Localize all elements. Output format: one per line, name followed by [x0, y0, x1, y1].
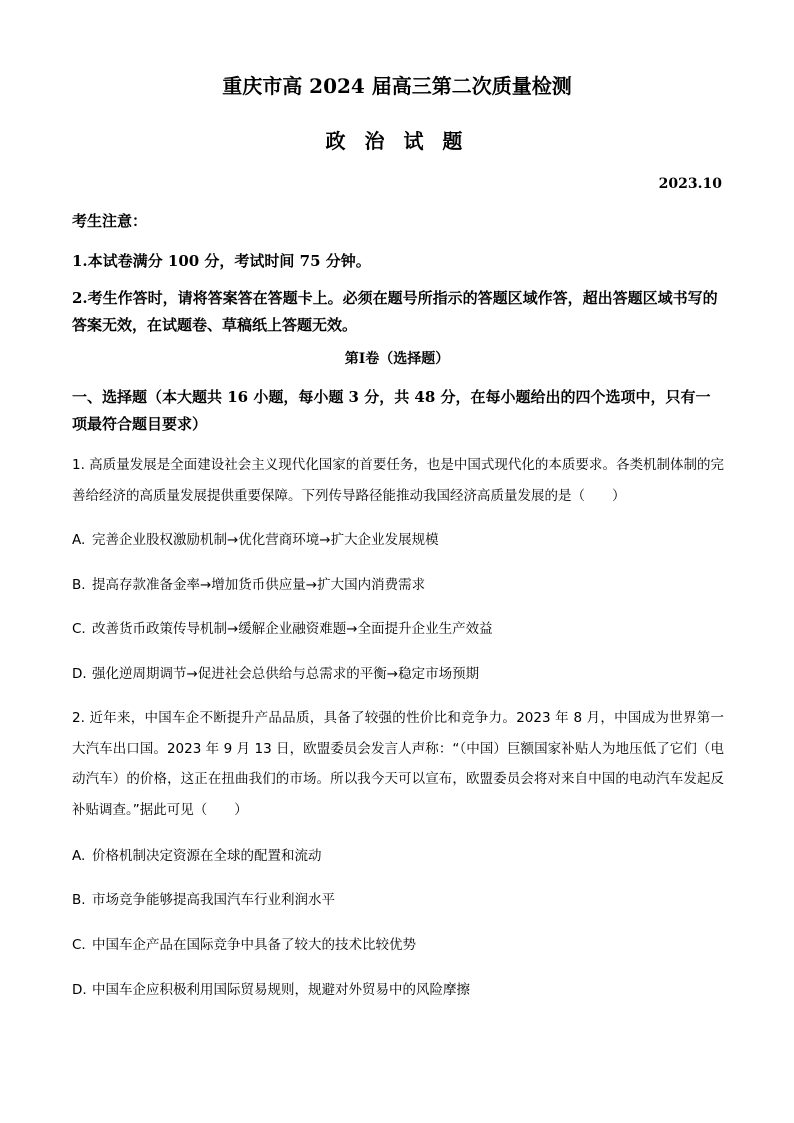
option-letter: A.: [72, 848, 86, 864]
option-letter: B.: [72, 892, 86, 908]
option-text: 提高存款准备金率→增加货币供应量→扩大国内消费需求: [92, 577, 426, 593]
option-letter: B.: [72, 577, 86, 593]
option-text: 改善货币政策传导机制→缓解企业融资难题→全面提升企业生产效益: [92, 621, 493, 637]
question-2-option-c: [72, 935, 724, 955]
subject-title: 政 治 试 题: [325, 129, 469, 153]
question-1-option-c: [72, 619, 724, 639]
option-text: 中国车企产品在国际竞争中具备了较大的技术比较优势: [92, 937, 416, 953]
question-2-option-d: [72, 980, 724, 1000]
option-letter: D.: [72, 666, 87, 682]
exam-title: 重庆市高 2024 届高三第二次质量检测: [222, 74, 572, 98]
section-title: 第Ⅰ卷（选择题）: [344, 351, 450, 367]
notice-item: 2.考生作答时，请将答案答在答题卡上。必须在题号所指示的答题区域作答，超出答题区域书写的答案无效，在试题卷、草稿纸上答题无效。: [72, 289, 718, 334]
question-2-option-b: [72, 890, 724, 910]
option-text: 中国车企应积极利用国际贸易规则，规避对外贸易中的风险摩擦: [92, 982, 470, 998]
question-1-stem: 1. 高质量发展是全面建设社会主义现代化国家的首要任务，也是中国式现代化的本质要求。各类机制体制的完善给经济的高质量发展提供重要保障。下列传导路径能推动我国经济高质量发展的是（ ）: [72, 457, 724, 504]
question-2-stem: 2. 近年来，中国车企不断提升产品品质，具备了较强的性价比和竞争力。2023 年 8 月，中国成为世界第一大汽车出口国。2023 年 9 月 13 日，欧盟委员会发言人声称：“（中国）巨额国家补贴人为地压低了它们（电动汽车）的价格，这正在扭曲我们的市场。所以我今天可以宣布，欧盟委员会将对来自中国的电动汽车发起反补贴调查。”据此可见（ ）: [72, 710, 724, 818]
section-instructions: 一、选择题（本大题共 16 小题，每小题 3 分，共 48 分，在每小题给出的四个选项中，只有一项最符合题目要求）: [72, 388, 711, 433]
question-1-option-b: [72, 575, 724, 595]
option-text: 价格机制决定资源在全球的配置和流动: [92, 848, 322, 864]
question-1-option-d: [72, 664, 724, 684]
option-text: 强化逆周期调节→促进社会总供给与总需求的平衡→稳定市场预期: [92, 666, 480, 682]
option-letter: A.: [72, 532, 86, 548]
option-letter: C.: [72, 937, 86, 953]
notice-heading: 考生注意：: [72, 212, 148, 230]
option-text: 市场竞争能够提高我国汽车行业利润水平: [92, 892, 335, 908]
option-text: 完善企业股权激励机制→优化营商环境→扩大企业发展规模: [92, 532, 439, 548]
question-2-option-a: [72, 846, 724, 866]
notice-item: 1.本试卷满分 100 分，考试时间 75 分钟。: [72, 252, 371, 270]
question-1-option-a: [72, 530, 724, 550]
exam-date: 2023.10: [658, 176, 722, 192]
option-letter: D.: [72, 982, 87, 998]
option-letter: C.: [72, 621, 86, 637]
